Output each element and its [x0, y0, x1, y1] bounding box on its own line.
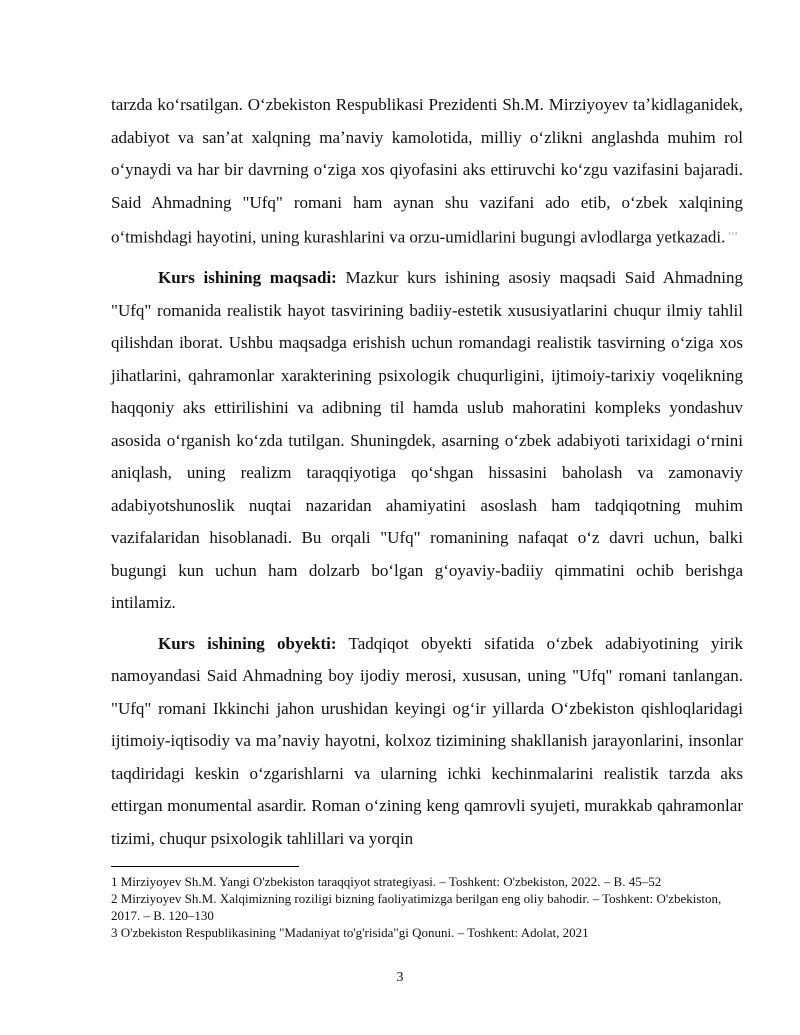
footnote-1: 1 Mirziyoyev Sh.M. Yangi O'zbekiston taraqqiyot strategiyasi. – Toshkent: O'zbekiston, 2022. – B. 45–52 — [111, 874, 662, 889]
object-text: Tadqiqot obyekti sifatida oʻzbek adabiyotining yirik namoyandasi Said Ahmadning boy ijodiy merosi, xususan, uning "Ufq" romani tanlangan. "Ufq" romani Ikkinchi jahon urushidan keyingi ogʻir yillarda Oʻzbekiston qishloqlaridagi ijtimoiy-iqtisodiy va maʼnaviy hayotni, kolxoz tizimining shakllanish jarayonlarini, insonlar taqdiridagi keskin oʻzgarishlarni va ularning ichki kechinmalarini realistik tarzda aks ettirgan monumental asardir. Roman oʻzining keng qamrovli syujeti, murakkab qahramonlar tizimi, chuqur psixologik tahlillari va yorqin — [111, 633, 743, 848]
footnotes — [111, 873, 743, 941]
page-number: 3 — [396, 970, 404, 985]
footnote-reference-markers: ¹ ² ³ — [728, 232, 737, 238]
object-heading: Kurs ishining obyekti: — [158, 633, 337, 653]
paragraph-1 — [111, 89, 743, 254]
body-text — [111, 89, 743, 855]
footnote-separator — [111, 866, 299, 867]
purpose-heading: Kurs ishining maqsadi: — [158, 268, 337, 288]
footnote-2: 2 Mirziyoyev Sh.M. Xalqimizning roziligi bizning faoliyatimizga berilgan eng oliy bahodir. – Toshkent: O'zbekiston, 2017. – B. 120–130 — [111, 891, 722, 923]
paragraph-object — [111, 628, 743, 856]
purpose-text: Mazkur kurs ishining asosiy maqsadi Said Ahmadning "Ufq" romanida realistik hayot tasvirining badiiy-estetik xususiyatlarini chuqur ilmiy tahlil qilishdan iborat. Ushbu maqsadga erishish uchun romandagi realistik tasvirning oʻziga xos jihatlarini, qahramonlar xarakterining psixologik chuqurligini, ijtimoiy-tarixiy voqelikning haqqoniy aks ettirilishini va adibning til hamda uslub mahoratini kompleks yondashuv asosida oʻrganish koʻzda tutilgan. Shuningdek, asarning oʻzbek adabiyoti tarixidagi oʻrnini aniqlash, uning realizm taraqqiyotiga qoʻshgan hissasini baholash va zamonaviy adabiyotshunoslik nuqtai nazaridan ahamiyatini asoslash ham tadqiqotning muhim vazifalaridan hisoblanadi. Bu orqali "Ufq" romanining nafaqat oʻz davri uchun, balki bugungi kun uchun ham dolzarb boʻlgan gʻoyaviy-badiiy qimmatini ochib berishga intilamiz. — [111, 268, 744, 613]
footnote-3: 3 O'zbekiston Respublikasining "Madaniyat to'g'risida"gi Qonuni. – Toshkent: Adolat, 2021 — [111, 925, 589, 940]
paragraph-purpose — [111, 262, 743, 620]
paragraph-1-text: tarzda koʻrsatilgan. Oʻzbekiston Respublikasi Prezidenti Sh.M. Mirziyoyev taʼkidlaganidek, adabiyot va sanʼat xalqning maʼnaviy kamolotida, milliy oʻzlikni anglashda muhim rol oʻynaydi va har bir davrning oʻziga xos qiyofasini aks ettiruvchi koʻzgu vazifasini bajaradi. Said Ahmadning "Ufq" romani ham aynan shu vazifani ado etib, oʻzbek xalqining oʻtmishdagi hayotini, uning kurashlarini va orzu-umidlarini bugungi avlodlarga yetkazadi. — [111, 95, 743, 247]
